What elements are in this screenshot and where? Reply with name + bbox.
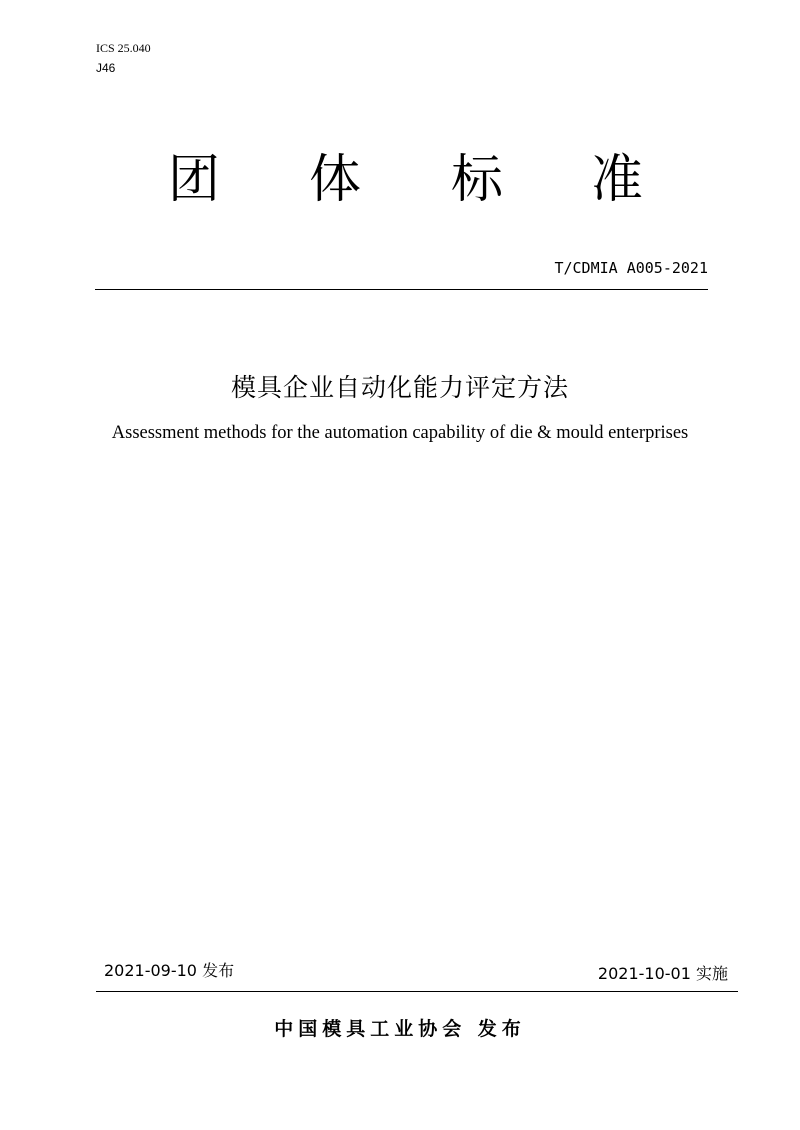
ccs-code: J46 — [96, 61, 116, 75]
document-title-english: Assessment methods for the automation capability of die & mould enterprises — [111, 423, 689, 443]
publisher: 中国模具工业协会 发布 — [274, 1018, 526, 1040]
standard-type-char: 团 — [168, 150, 221, 210]
bottom-divider — [96, 991, 738, 992]
standard-code: T/CDMIA A005-2021 — [554, 259, 708, 277]
standard-type-heading — [96, 148, 712, 212]
top-divider — [95, 289, 708, 290]
standard-type-char: 体 — [309, 150, 362, 210]
issue-date: 2021-09-10 发布 — [104, 961, 235, 980]
document-title-chinese: 模具企业自动化能力评定方法 — [230, 373, 569, 402]
implementation-date: 2021-10-01 实施 — [597, 964, 728, 983]
standard-type-char: 准 — [591, 150, 644, 210]
ics-code: ICS 25.040 — [96, 41, 151, 55]
standard-type-char: 标 — [451, 150, 504, 210]
